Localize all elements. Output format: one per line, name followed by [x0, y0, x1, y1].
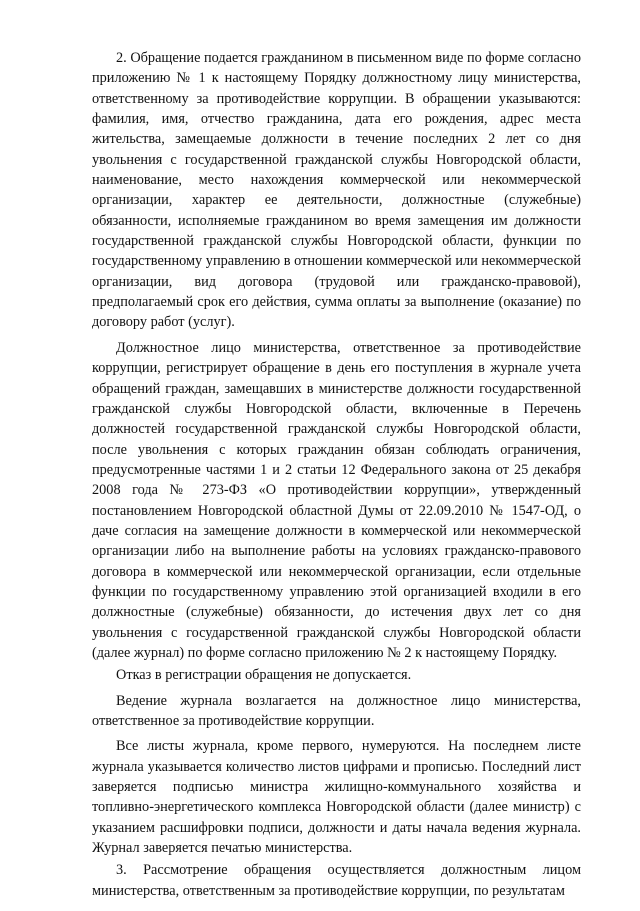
paragraph-journal-keeping: Ведение журнала возлагается на должностное лицо министерства, ответственное за противодействие коррупции. — [92, 692, 581, 729]
paragraph-no-refusal: Отказ в регистрации обращения не допускается. — [116, 667, 412, 684]
paragraph-registration: Должностное лицо министерства, ответственное за противодействие коррупции, регистрирует обращение в день его поступления в журнале учета обращений граждан, замещавших в министерстве должности государственной гражданской службы Новгородской области, включенные в Перечень должностей государственной гражданской службы Новгородской области, после увольнения с которых гражданин обязан соблюдать ограничения, предусмотренные частями 1 и 2 статьи 12 Федерального закона от 25 декабря 2008 года № 273-ФЗ «О противодействии коррупции», утвержденный постановлением Новгородской областной Думы от 22.09.2010 № 1547-ОД, о даче согласия на замещение должности в коммерческой или некоммерческой организации либо на выполнение работы на условиях гражданско-правового договора в коммерческой или некоммерческой организации, если отдельные функции по государственному управлению этой организацией входили в его должностные (служебные) обязанности, до истечения двух лет со дня увольнения с государственной гражданской службы Новгородской области (далее журнал) по форме согласно приложению № 2 к настоящему Порядку. — [92, 339, 581, 661]
paragraph-item-2: 2. Обращение подается гражданином в письменном виде по форме согласно приложению № 1 к настоящему Порядку должностному лицу министерства, ответственному за противодействие коррупции. В обращении указываются: фамилия, имя, отчество гражданина, дата его рождения, адрес места жительства, замещаемые должности в течение последних 2 лет со дня увольнения с государственной гражданской службы Новгородской области, наименование, место нахождения коммерческой или некоммерческой организации, характер ее деятельности, должностные (служебные) обязанности, исполняемые гражданином во время замещения им должности государственной гражданской службы Новгородской области, функции по государственному управлению в отношении коммерческой или некоммерческой организации, вид договора (трудовой или гражданско-правовой), предполагаемый срок его действия, сумма оплаты за выполнение (оказание) по договору работ (услуг). — [92, 50, 581, 331]
document-page — [92, 48, 581, 903]
paragraph-journal-sheets: Все листы журнала, кроме первого, нумеруются. На последнем листе журнала указывается количество листов цифрами и прописью. Последний лист заверяется подписью министра жилищно-коммунального хозяйства и топливно-энергетического комплекса Новгородской области (далее министр) с указанием расшифровки подписи, должности и даты начала ведения журнала. Журнал заверяется печатью министерства. — [92, 738, 581, 857]
paragraph-item-3: 3. Рассмотрение обращения осуществляется должностным лицом министерства, ответственным за противодействие коррупции, по результатам — [92, 862, 581, 899]
